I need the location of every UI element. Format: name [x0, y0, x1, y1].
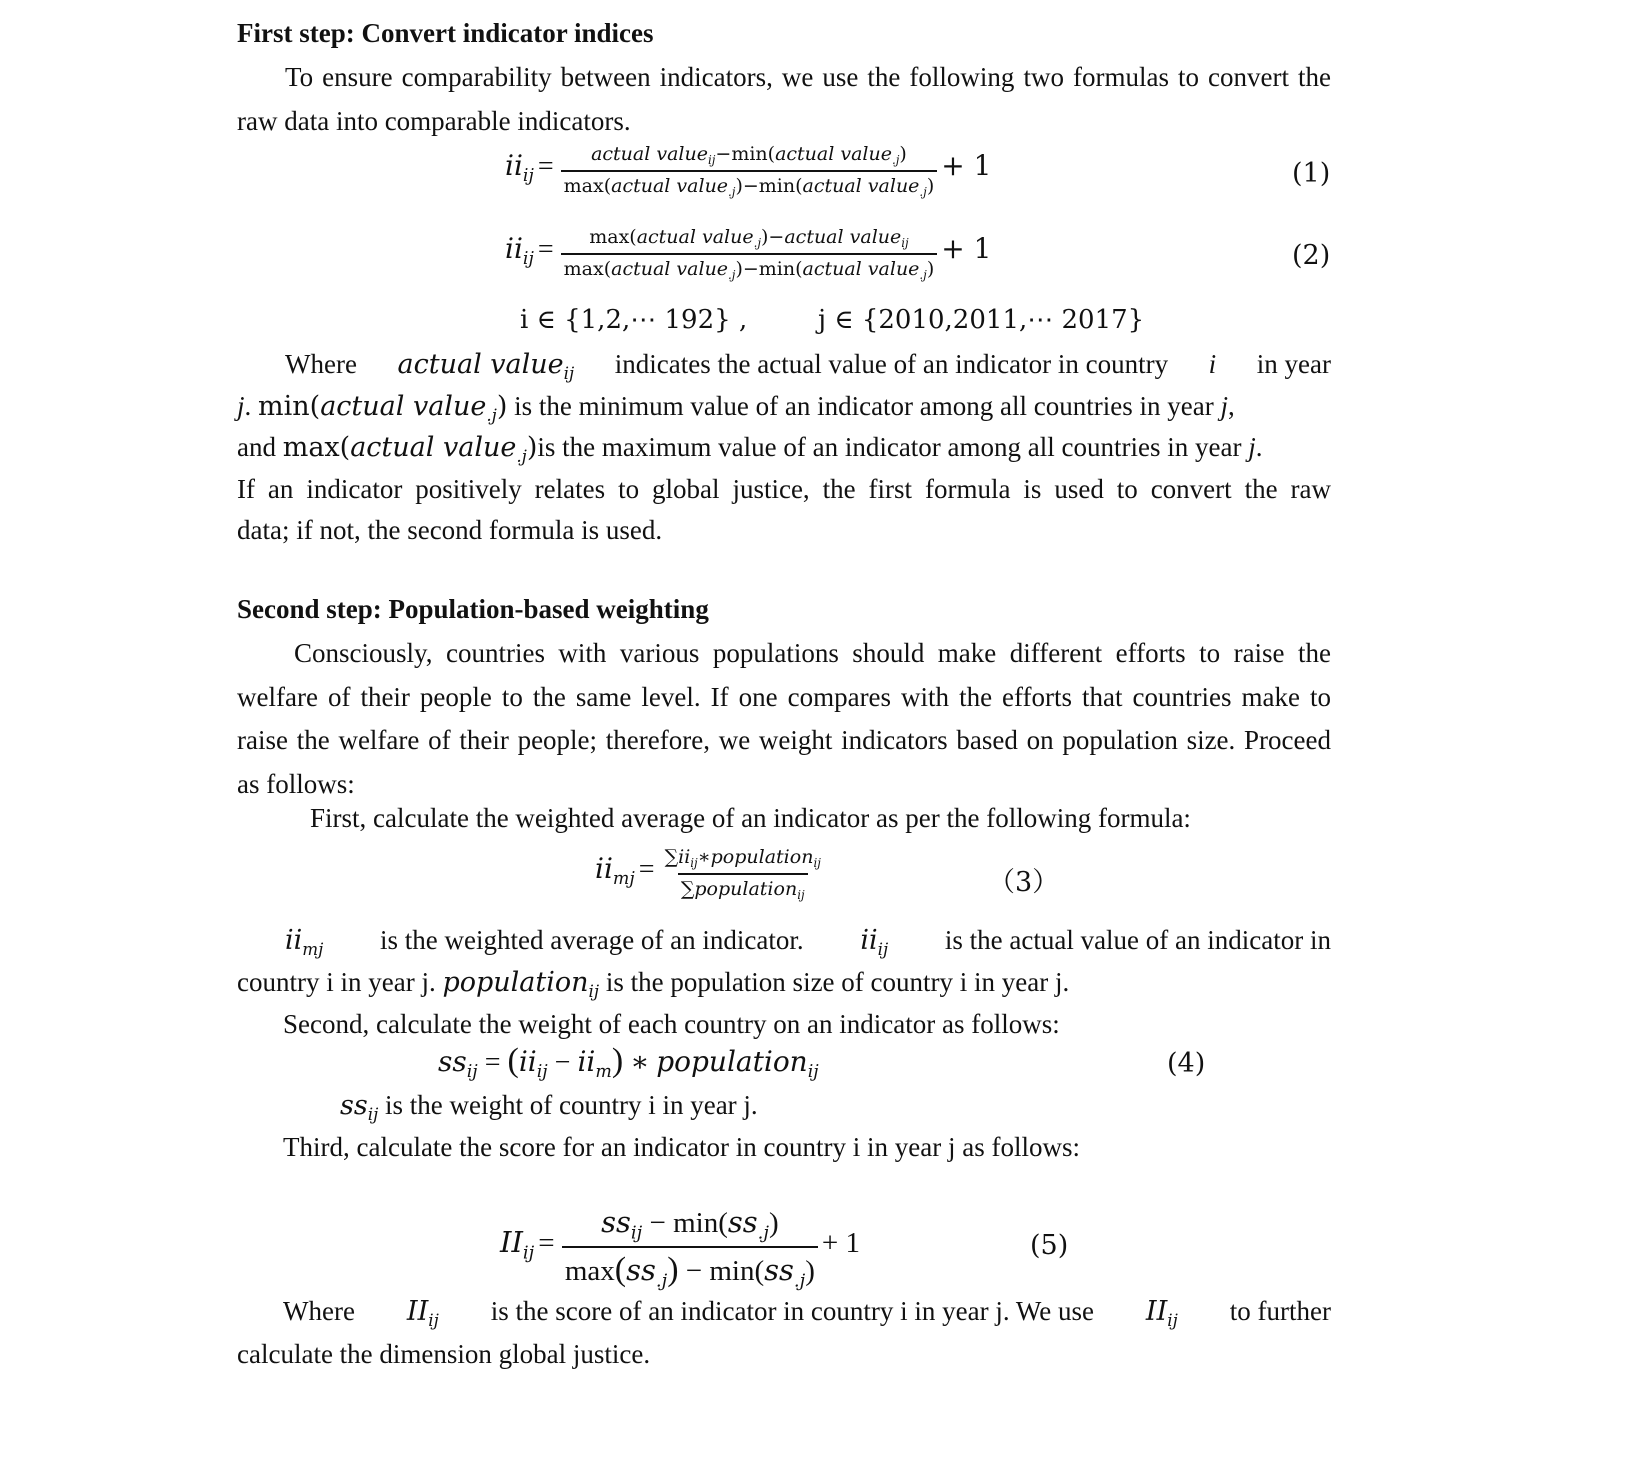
equation-2: $ii_{ij}$ = $\frac{\max(actual value_{.j})-actual value_{ij}}{\max(actual value_{.j})-\min(actual value_{.j})}$ + 1 — [505, 226, 992, 283]
final-text-a: Where — [283, 1296, 355, 1326]
explain3-text-a: is the weighted average of an indicator. — [380, 925, 804, 955]
equation-1-number: (1) — [1292, 158, 1331, 189]
explain-line-3: and max(actual value$_{.j}$)is the maximum value of an indicator among all countries in year j. — [237, 432, 1263, 466]
explain-line-1: Where actual value$_{ij}$ indicates the actual value of an indicator in country i in year — [285, 343, 1331, 395]
explain4-line: $ss_{ij}$ is the weight of country i in year j. — [340, 1090, 758, 1124]
section-heading-2: Second step: Population-based weighting — [237, 594, 709, 624]
explain-line-4: If an indicator positively relates to global justice, the first formula is used to convert the raw — [237, 474, 1331, 504]
equation-5-number: (5) — [1030, 1230, 1069, 1261]
explain3-line-2: country i in year j. population$_{ij}$ is the population size of country i in year j. — [237, 967, 1070, 1001]
final-line-2: calculate the dimension global justice. — [237, 1339, 651, 1369]
final-text-b: is the score of an indicator in country i in year j. We use — [490, 1296, 1094, 1326]
equation-3-number: （3） — [988, 867, 1060, 898]
section-heading-1: First step: Convert indicator indices — [237, 18, 654, 48]
explain4-text: is the weight of country i in year j. — [385, 1090, 758, 1120]
weighting-paragraph: Consciously, countries with various populations should make different efforts to raise the welfare of their people to the same level. If one compares with the efforts that countries make to raise the welfare of their people; therefore, we weight indicators based on population size. Proceed as follows: — [237, 638, 1331, 799]
where-word: Where — [285, 349, 357, 379]
equation-4-number: (4) — [1167, 1048, 1206, 1079]
explain-text-4: is the maximum value of an indicator among all countries in year — [537, 432, 1242, 462]
first-instruction: First, calculate the weighted average of an indicator as per the following formula: — [310, 803, 1191, 833]
second-instruction: Second, calculate the weight of each country on an indicator as follows: — [283, 1009, 1060, 1039]
equation-3: $ii_{mj}$ = $\frac{\sum ii_{ij}∗population_{ij}}{\sum population_{ij}}$ — [595, 846, 821, 903]
domain-j: j ∈ {2010,2011,⋯ 2017} — [818, 305, 1145, 335]
explain-text-3: is the minimum value of an indicator among all countries in year — [514, 391, 1214, 421]
explain3-text-d: is the population size of country i in year j. — [605, 967, 1070, 997]
final-text-c: to further — [1229, 1296, 1331, 1326]
explain-line-5: data; if not, the second formula is used. — [237, 515, 663, 545]
final-line-1: Where $II_{ij}$ is the score of an indicator in country i in year j. We use $II_{ij}$ to further — [283, 1290, 1331, 1342]
equation-4: $ss_{ij} = (ii_{ij} - ii_m)$ ∗ population$_{ij}$ — [438, 1042, 819, 1083]
domain-i: i ∈ {1,2,⋯ 192} , — [520, 305, 748, 335]
equation-5: $II_{ij}$ = $\frac{ss_{ij} - \min(ss_{.j})}{\max(ss_{.j}) - \min(ss_{.j})}$ + 1 — [500, 1205, 860, 1292]
explain3-text-b: is the actual value of an indicator in — [944, 925, 1331, 955]
explain3-text-c: country i in year j. — [237, 967, 436, 997]
explain-text-1: indicates the actual value of an indicator in country — [614, 349, 1169, 379]
equation-2-number: (2) — [1292, 240, 1331, 271]
intro-paragraph: To ensure comparability between indicators, we use the following two formulas to convert the raw data into comparable indicators. — [237, 62, 1331, 136]
explain-text-2: in year — [1256, 349, 1331, 379]
and-word: and — [237, 432, 276, 462]
explain3-line-1: $ii_{mj}$ is the weighted average of an indicator. $ii_{ij}$ is the actual value of an indicator in — [285, 919, 1331, 971]
explain-line-2: j. min(actual value$_{.j}$) is the minimum value of an indicator among all countries in year j, — [237, 391, 1235, 425]
equation-1: $ii_{ij}$ = $\frac{actual value_{ij}-\min(actual value_{.j})}{\max(actual value_{.j})-\min(actual value_{.j})}$ + 1 — [505, 143, 992, 200]
third-instruction: Third, calculate the score for an indicator in country i in year j as follows: — [283, 1132, 1080, 1162]
